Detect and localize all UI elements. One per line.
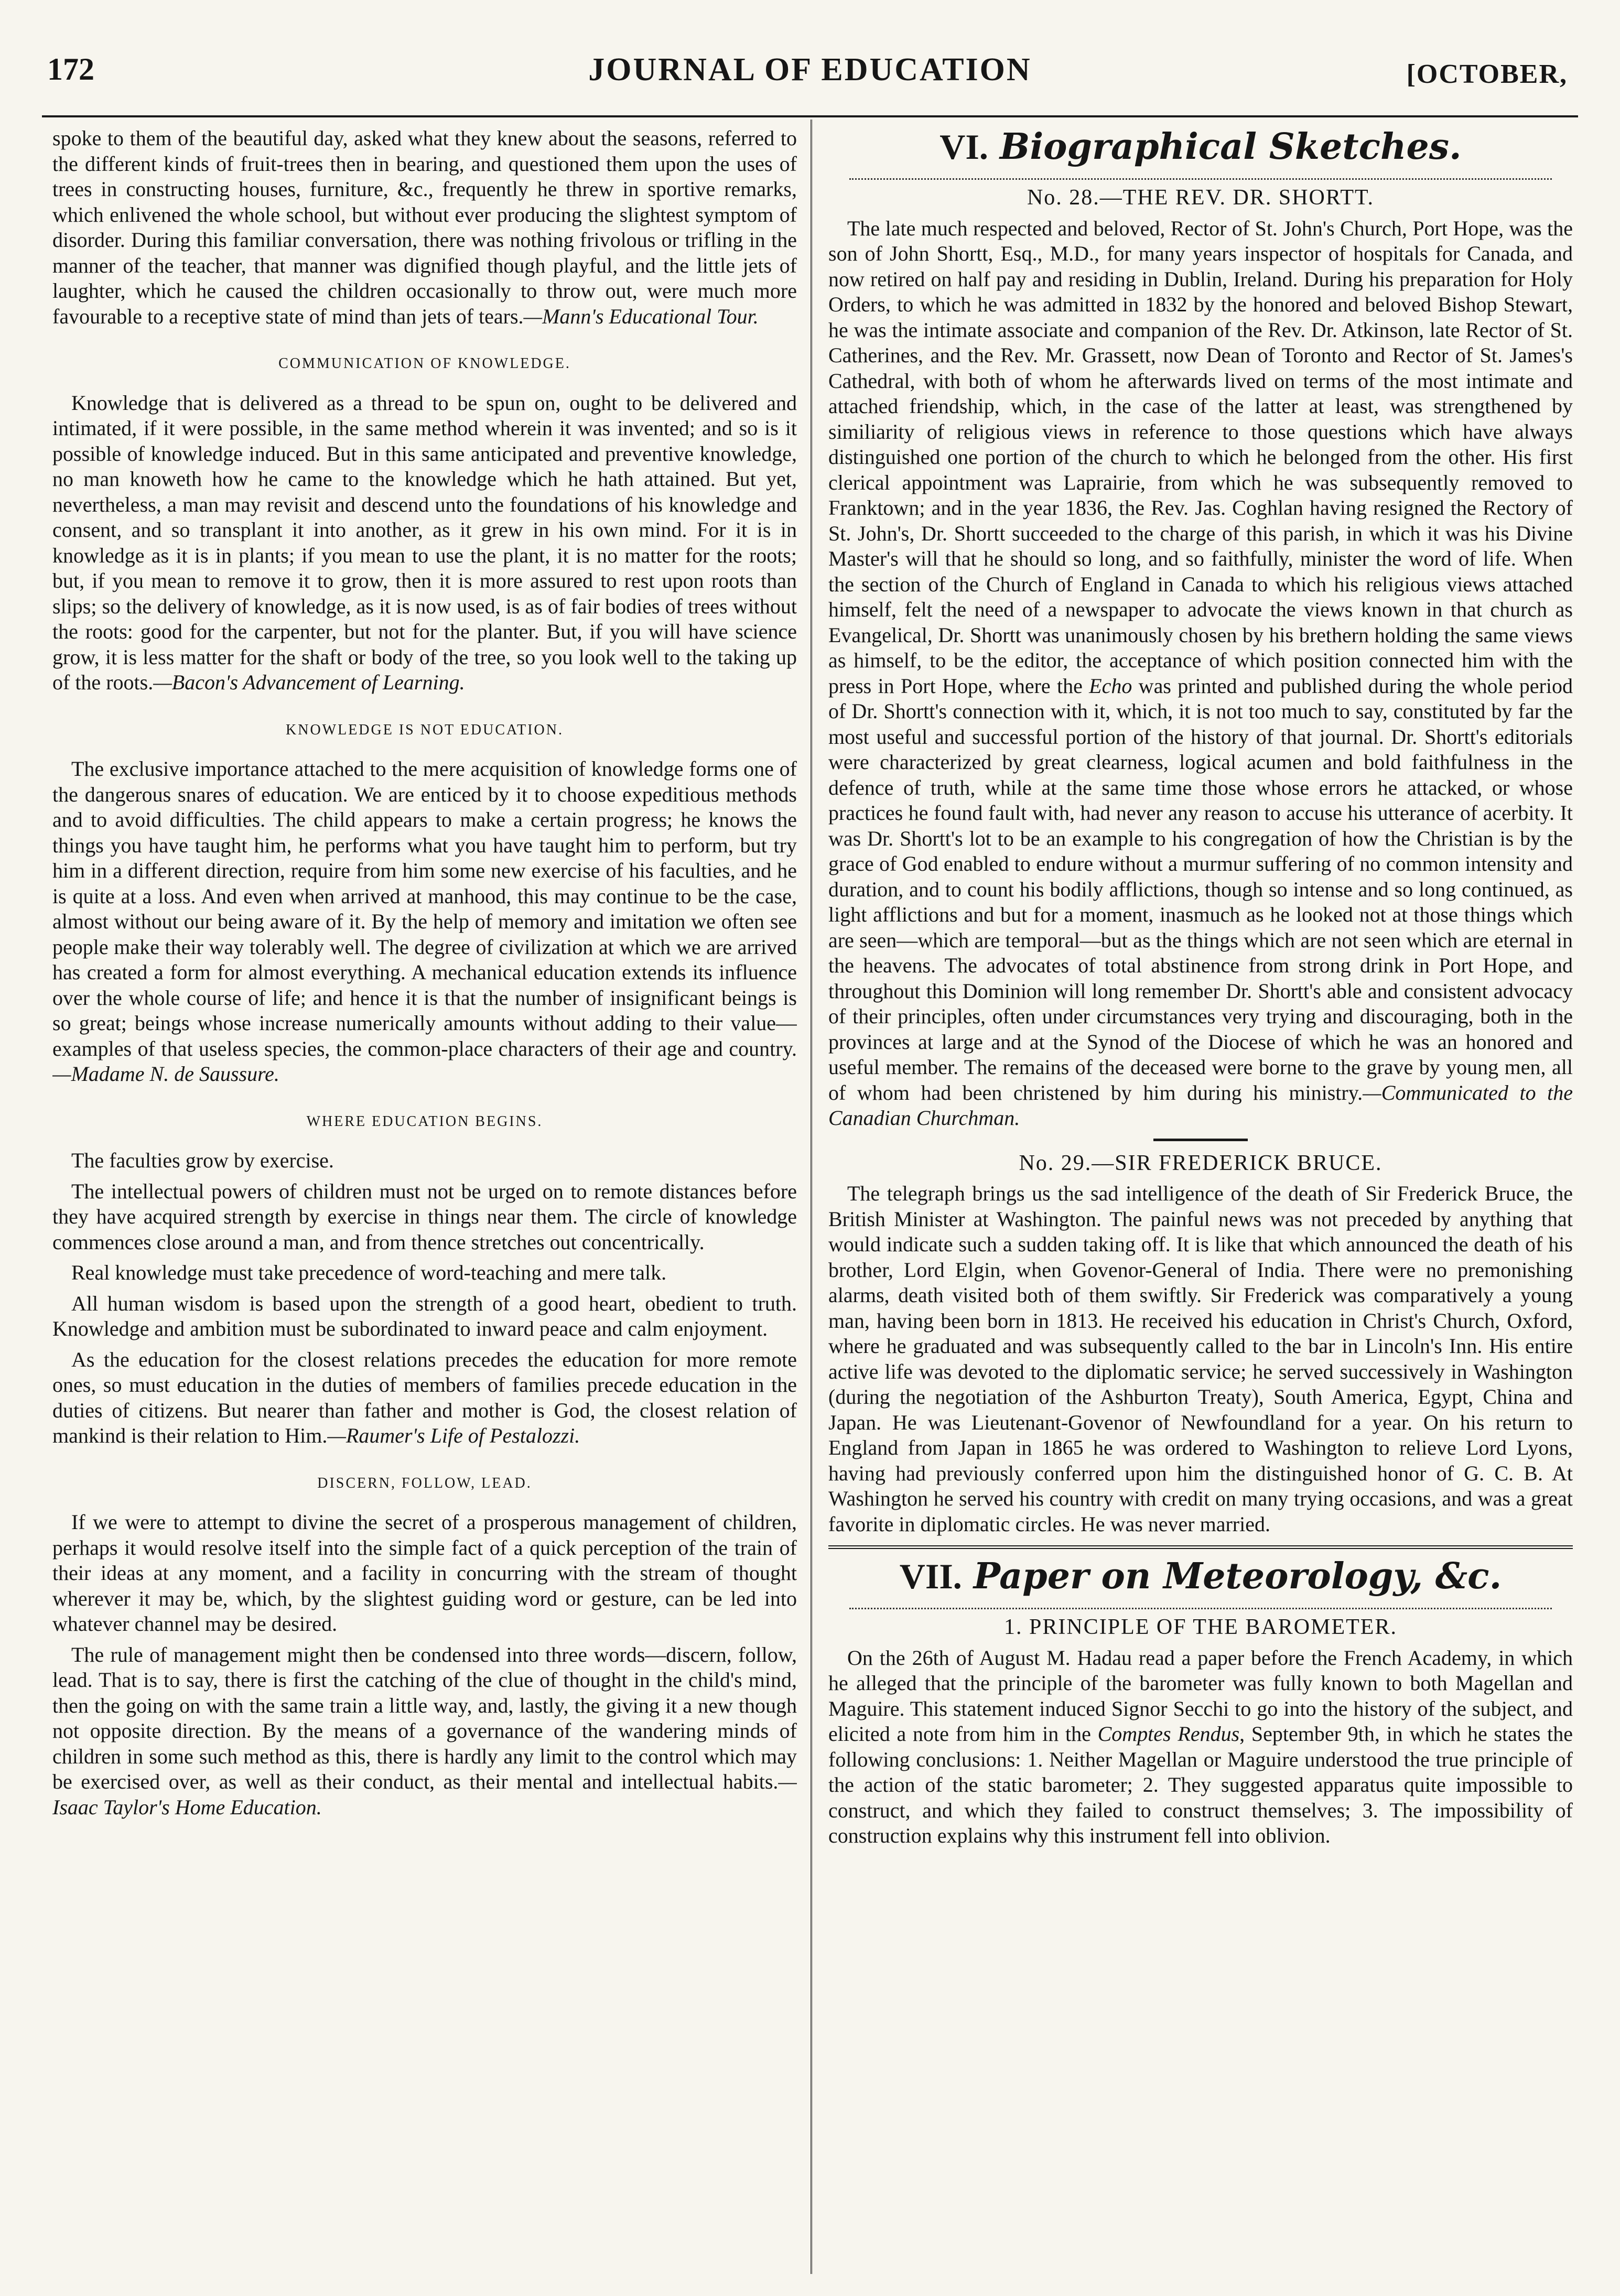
- section-number: VI.: [939, 127, 988, 167]
- body-paragraph: All human wisdom is based upon the strength of a good heart, obedient to truth. Knowledge and ambition must be subordinated to inward peace and calm enjoyment.: [52, 1291, 797, 1340]
- body-paragraph: The exclusive importance attached to the mere acquisition of knowledge forms one of the dangerous snares of education. We are enticed by it to choose expeditious methods and to avoid difficulties. The child appears to make a certain progress; he knows the things you have taught him, he performs what you have taught him to perform, but try him in a different direction, require from him some new exercise of his faculties, and he is quite at a loss. And even when arrived at manhood, this may continue to be the case, almost without our being aware of it. By the help of memory and imitation we often see people make their way tolerably well. The degree of civilization at which we are arrived has created a form for almost everything. A mechanical education extends its influence over the whole course of life; and hence it is that the number of insignificant beings is so great; beings whose increase numerically amounts without adding to their value—examples of that useless species, the common-place characters of their age and country.—Madame N. de Saussure.: [52, 757, 797, 1086]
- body-paragraph: The rule of management might then be condensed into three words—discern, follow, lead. That is to say, there is first the catching of the clue of thought in the child's mind, then the going on with the same train a little way, and, lastly, the giving it a new though not opposite direction. By the means of a governance of the wandering minds of children in some such method as this, there is hardly any limit to the control which may be exercised over, as well as their conduct, as their mental and intellectual habits.—Isaac Taylor's Home Education.: [52, 1642, 797, 1819]
- issue-month: [OCTOBER,: [1406, 59, 1568, 89]
- section-heading-meteorology: [828, 1555, 1573, 1597]
- body-paragraph: The intellectual powers of children must not be urged on to remote distances before they have acquired strength by exercise in things near them. The circle of knowledge commences close around a man, and from thence stretches out concentrically.: [52, 1179, 797, 1254]
- body-paragraph: On the 26th of August M. Hadau read a paper before the French Academy, in which he alleged that the principle of the barometer was fully known to both Magellan and Maguire. This statement induced Signor Secchi to go into the history of the subject, and elicited a note from him in the Comptes Rendus, September 9th, in which he states the following conclusions: 1. Neither Magellan or Maguire understood the true principle of the action of the static barometer; 2. They suggested apparatus quite impossible to construct, and which they failed to construct themselves; 3. The impossibility of construction explains why this instrument fell into oblivion.: [828, 1645, 1573, 1847]
- citation: —Mann's Educational Tour.: [523, 304, 759, 328]
- page-number: 172: [47, 52, 94, 86]
- citation: —Raumer's Life of Pestalozzi.: [327, 1424, 580, 1447]
- right-column: [828, 126, 1573, 2275]
- body-paragraph: The telegraph brings us the sad intelligence of the death of Sir Frederick Bruce, the British Minister at Washington. The painful news was not preceded by anything that would indicate such a sudden taking off. It is like that which announced the death of his brother, Lord Elgin, when Govenor-General of India. There were no premonishing alarms, death visited both of them swiftly. Sir Frederick was comparatively a young man, having been born in 1813. He received his education in Christ's Church, Oxford, where he graduated and was subsequently called to the bar in Lincoln's Inn. His entire active life was devoted to the diplomatic service; he served successively in Washington (during the negotiation of the Ashburton Treaty), South America, Egypt, China and Japan. He was Lieutenant-Govenor of Newfoundland for a year. On his return to England from Japan in 1865 he was ordered to Washington to relieve Lord Lyons, having had previously conferred upon him the distinguished honor of G. C. B. At Washington he served his country with credit on many trying occasions, and was a great favorite in diplomatic circles. He was never married.: [828, 1182, 1573, 1536]
- citation: —Madame N. de Saussure.: [52, 1062, 279, 1086]
- page-header: [42, 31, 1578, 110]
- entry-title-bruce: No. 29.—SIR FREDERICK BRUCE.: [1019, 1151, 1383, 1175]
- publication-name: Comptes Rendus: [1097, 1722, 1240, 1746]
- citation: —Isaac Taylor's Home Education.: [52, 1770, 797, 1819]
- section-heading-biographical: [828, 126, 1573, 168]
- body-paragraph: Real knowledge must take precedence of word-teaching and mere talk.: [71, 1261, 667, 1284]
- subheading-communication: COMMUNICATION OF KNOWLEDGE.: [278, 355, 571, 372]
- entry-title-barometer: 1. PRINCIPLE OF THE BAROMETER.: [1004, 1615, 1397, 1639]
- body-paragraph: If we were to attempt to divine the secret of a prosperous management of children, perhaps it would resolve itself into the simple fact of a quick perception of the train of their ideas at any moment, and a facility in concurring with the stream of thought wherever it may be, which, by the slightest guiding word or gesture, can be led into whatever channel may be desired.: [52, 1510, 797, 1636]
- citation: —Communicated to the Canadian Churchman.: [828, 1080, 1573, 1130]
- subheading-knowledge: KNOWLEDGE IS NOT EDUCATION.: [286, 721, 564, 738]
- body-paragraph: Knowledge that is delivered as a thread to be spun on, ought to be delivered and intimated, if it were possible, in the same method wherein it was invented; and so is it possible of knowledge induced. But in this same anticipated and preventive knowledge, no man knoweth how he came to the knowledge which he hath attained. But yet, nevertheless, a man may revisit and descend unto the foundations of his knowledge and consent, and so transplant it into another, as it grew in his own mind. For it is in knowledge as it is in plants; if you mean to use the plant, it is no matter for the roots; but, if you mean to remove it to grow, then it is more assured to rest upon roots than slips; so the delivery of knowledge, as it is now used, is as of fair bodies of trees without the roots: good for the carpenter, but not for the planter. But, if you will have science grow, it is less matter for the shaft or body of the tree, so you look well to the taking up of the roots.—Bacon's Advancement of Learning.: [52, 391, 797, 694]
- ornamental-rule: [849, 1600, 1552, 1609]
- left-column: [52, 126, 797, 2275]
- subheading-education-begins: WHERE EDUCATION BEGINS.: [306, 1113, 543, 1130]
- entry-title-shortt: No. 28.—THE REV. DR. SHORTT.: [1027, 186, 1375, 210]
- header-rule: [42, 115, 1578, 117]
- body-paragraph: The faculties grow by exercise.: [71, 1149, 334, 1172]
- divider-rule: [1153, 1139, 1248, 1141]
- journal-title: JOURNAL OF EDUCATION: [588, 52, 1032, 88]
- section-title: Paper on Meteorology, &c.: [973, 1555, 1502, 1597]
- section-rule: [828, 1545, 1573, 1549]
- newspaper-name: Echo: [1089, 674, 1132, 698]
- column-divider: [811, 120, 812, 2274]
- citation: —Bacon's Advancement of Learning.: [153, 670, 465, 694]
- section-title: Biographical Sketches.: [999, 126, 1462, 168]
- intro-paragraph: spoke to them of the beautiful day, asked what they knew about the seasons, referred to the different kinds of fruit-trees then in bearing, and questioned them upon the uses of trees in constructing houses, furniture, &c., frequently he threw in sportive remarks, which enlivened the whole school, but without ever producing the slightest symptom of disorder. During this familiar conversation, there was nothing frivolous or trifling in the manner of the teacher, that manner was dignified though playful, and the little jets of laughter, which he caused the children occasionally to throw out, were much more favourable to a receptive state of mind than jets of tears.—Mann's Educational Tour.: [52, 126, 797, 328]
- section-number: VII.: [899, 1556, 962, 1596]
- subheading-discern: DISCERN, FOLLOW, LEAD.: [317, 1475, 532, 1491]
- body-paragraph: The late much respected and beloved, Rector of St. John's Church, Port Hope, was the son of John Shortt, Esq., M.D., for many years inspector of hospitals for Canada, and now retired on half pay and residing in Dublin, Ireland. During his preparation for Holy Orders, to which he was admitted in 1832 by the honored and beloved Bishop Stewart, he was the intimate associate and companion of the Rev. Dr. Atkinson, late Rector of St. Catherines, and the Rev. Mr. Grassett, now Dean of Toronto and Rector of St. James's Cathedral, with both of whom he afterwards lived on terms of the most intimate and attached friendship, which, in the case of the latter at least, was strengthened by similiarity of religious views in reference to those questions which have always distinguished one portion of the church to which he belonged from the other. His first clerical appointment was Laprairie, from which he was subsequently removed to Franktown; and in the year 1836, the Rev. Jas. Coghlan having resigned the Rectory of St. John's, Dr. Shortt succeeded to the charge of this parish, in which it was his Divine Master's will that he should so long, and so faithfully, minister the word of life. When the section of the Church of England in Canada to which his religious views attached himself, felt the need of a newspaper to advocate the views known in that church as Evangelical, Dr. Shortt was unanimously chosen by his brethern holding the same views as himself, to be the editor, the acceptance of which position connected him with the press in Port Hope, where the Echo was printed and published during the whole period of Dr. Shortt's connection with it, which, it is not too much to say, constituted by far the most useful and successful portion of the history of that journal. Dr. Shortt's editorials were characterized by great clearness, logical acumen and bold faithfulness in the defence of truth, while at the same time those whose errors he attacked, or whose practices he found fault with, had never any reason to accuse his utterance of acerbity. It was Dr. Shortt's lot to be an example to his congregation of how the Christian is by the grace of God enabled to endure without a murmur suffering of no common intensity and duration, and to count his bodily afflictions, though so intense and so long continued, as light afflictions and but for a moment, inasmuch as he looked not at those things which are seen—which are temporal—but as the things which are not seen which are eternal in the heavens. The advocates of total abstinence from strong drink in Port Hope, and throughout this Dominion will long remember Dr. Shortt's able and consistent advocacy of their principles, often under circumstances very trying and discouraging, both in the provinces at large and at the Synod of the Diocese of which he was an honored and useful member. The remains of the deceased were borne to the grave by young men, all of whom had been christened by him during his ministry.—Communicated to the Canadian Churchman.: [828, 216, 1573, 1130]
- ornamental-rule: [849, 171, 1552, 180]
- body-paragraph: As the education for the closest relations precedes the education for more remote ones, so must education in the duties of members of families precede education in the duties of citizens. But nearer than father and mother is God, the closest relation of mankind is their relation to Him.—Raumer's Life of Pestalozzi.: [52, 1347, 797, 1447]
